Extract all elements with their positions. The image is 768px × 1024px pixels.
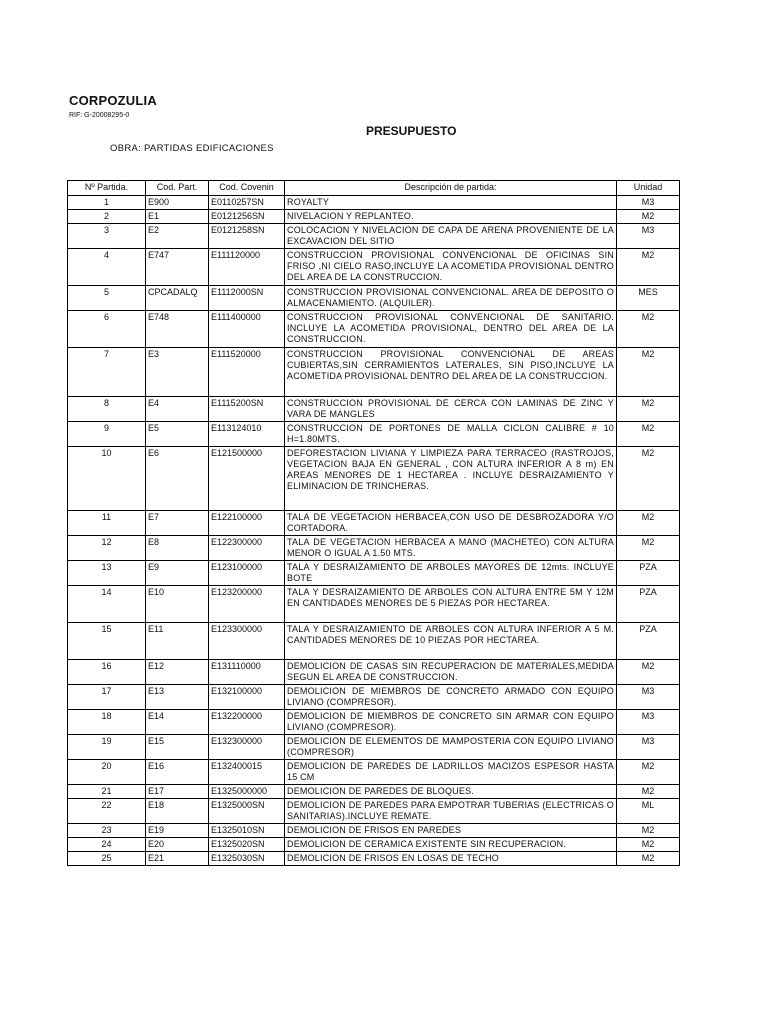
- descripcion-cell: COLOCACION Y NIVELACION DE CAPA DE ARENA PROVENIENTE DE LA EXCAVACION DEL SITIO: [285, 224, 617, 249]
- table-row: [68, 561, 680, 586]
- unidad-cell: M2: [617, 536, 680, 561]
- cod-part-cell: E21: [146, 852, 209, 866]
- descripcion-cell: ROYALTY: [285, 196, 617, 210]
- table-row: [68, 685, 680, 710]
- partida-number-cell: 23: [68, 824, 146, 838]
- unidad-cell: M2: [617, 785, 680, 799]
- cod-covenin-cell: E122100000: [209, 511, 285, 536]
- unidad-cell: M2: [617, 660, 680, 685]
- table-row: [68, 586, 680, 623]
- col-header-partida: Nº Partida.: [68, 181, 146, 196]
- unidad-cell: M2: [617, 760, 680, 785]
- col-header-unidad: Unidad: [617, 181, 680, 196]
- table-row: [68, 210, 680, 224]
- table-row: [68, 286, 680, 311]
- cod-part-cell: E8: [146, 536, 209, 561]
- partida-number-cell: 8: [68, 397, 146, 422]
- descripcion-cell: DEMOLICION DE MIEMBROS DE CONCRETO ARMADO CON EQUIPO LIVIANO (COMPRESOR).: [285, 685, 617, 710]
- cod-part-cell: E6: [146, 447, 209, 511]
- unidad-cell: M3: [617, 685, 680, 710]
- descripcion-cell: CONSTRUCCION PROVISIONAL DE CERCA CON LAMINAS DE ZINC Y VARA DE MANGLES: [285, 397, 617, 422]
- unidad-cell: M2: [617, 210, 680, 224]
- obra-label: OBRA: PARTIDAS EDIFICACIONES: [110, 143, 274, 154]
- descripcion-cell: DEMOLICION DE MIEMBROS DE CONCRETO SIN ARMAR CON EQUIPO LIVIANO (COMPRESOR).: [285, 710, 617, 735]
- cod-part-cell: E14: [146, 710, 209, 735]
- descripcion-cell: DEMOLICION DE ELEMENTOS DE MAMPOSTERIA CON EQUIPO LIVIANO (COMPRESOR): [285, 735, 617, 760]
- unidad-cell: M2: [617, 397, 680, 422]
- cod-covenin-cell: E111120000: [209, 249, 285, 286]
- descripcion-cell: DEMOLICION DE FRISOS EN PAREDES: [285, 824, 617, 838]
- partida-number-cell: 22: [68, 799, 146, 824]
- descripcion-cell: DEMOLICION DE FRISOS EN LOSAS DE TECHO: [285, 852, 617, 866]
- table-row: [68, 196, 680, 210]
- table-row: [68, 249, 680, 286]
- cod-part-cell: E10: [146, 586, 209, 623]
- table-row: [68, 224, 680, 249]
- cod-covenin-cell: E111520000: [209, 348, 285, 397]
- partida-number-cell: 18: [68, 710, 146, 735]
- cod-covenin-cell: E123200000: [209, 586, 285, 623]
- cod-part-cell: E17: [146, 785, 209, 799]
- partida-number-cell: 2: [68, 210, 146, 224]
- cod-part-cell: E18: [146, 799, 209, 824]
- cod-covenin-cell: E0110257SN: [209, 196, 285, 210]
- partida-number-cell: 13: [68, 561, 146, 586]
- partida-number-cell: 21: [68, 785, 146, 799]
- partida-number-cell: 20: [68, 760, 146, 785]
- partida-number-cell: 9: [68, 422, 146, 447]
- unidad-cell: M3: [617, 196, 680, 210]
- partida-number-cell: 16: [68, 660, 146, 685]
- unidad-cell: M2: [617, 511, 680, 536]
- cod-part-cell: E19: [146, 824, 209, 838]
- unidad-cell: M2: [617, 447, 680, 511]
- partida-number-cell: 1: [68, 196, 146, 210]
- table-row: [68, 785, 680, 799]
- unidad-cell: PZA: [617, 561, 680, 586]
- unidad-cell: M2: [617, 311, 680, 348]
- cod-covenin-cell: E132100000: [209, 685, 285, 710]
- partida-number-cell: 11: [68, 511, 146, 536]
- cod-part-cell: E2: [146, 224, 209, 249]
- cod-part-cell: CPCADALQ: [146, 286, 209, 311]
- cod-covenin-cell: E1325000SN: [209, 799, 285, 824]
- partida-number-cell: 25: [68, 852, 146, 866]
- unidad-cell: MES: [617, 286, 680, 311]
- col-header-cod-part: Cod. Part.: [146, 181, 209, 196]
- unidad-cell: PZA: [617, 623, 680, 660]
- table-row: [68, 824, 680, 838]
- partida-number-cell: 7: [68, 348, 146, 397]
- partida-number-cell: 5: [68, 286, 146, 311]
- descripcion-cell: CONSTRUCCION DE PORTONES DE MALLA CICLON CALIBRE # 10 H=1.80MTS.: [285, 422, 617, 447]
- unidad-cell: M2: [617, 838, 680, 852]
- descripcion-cell: DEMOLICION DE PAREDES DE LADRILLOS MACIZOS ESPESOR HASTA 15 CM: [285, 760, 617, 785]
- cod-covenin-cell: E121500000: [209, 447, 285, 511]
- cod-part-cell: E9: [146, 561, 209, 586]
- unidad-cell: M2: [617, 348, 680, 397]
- descripcion-cell: DEMOLICION DE CASAS SIN RECUPERACION DE MATERIALES,MEDIDA SEGUN EL AREA DE CONSTRUCCION.: [285, 660, 617, 685]
- unidad-cell: M2: [617, 852, 680, 866]
- descripcion-cell: TALA Y DESRAIZAMIENTO DE ARBOLES CON ALTURA ENTRE 5M Y 12M EN CANTIDADES MENORES DE 5 PIEZAS POR HECTAREA.: [285, 586, 617, 623]
- cod-part-cell: E4: [146, 397, 209, 422]
- cod-covenin-cell: E132400015: [209, 760, 285, 785]
- descripcion-cell: DEFORESTACION LIVIANA Y LIMPIEZA PARA TERRACEO (RASTROJOS, VEGETACION BAJA EN GENERAL , CON ALTURA INFERIOR A 8 m) EN AREAS MENORES DE 1 HECTAREA . INCLUYE DESRAIZAMIENTO Y ELIMINACION DE TRINCHERAS.: [285, 447, 617, 511]
- descripcion-cell: TALA DE VEGETACION HERBACEA,CON USO DE DESBROZADORA Y/O CORTADORA.: [285, 511, 617, 536]
- col-header-cod-covenin: Cod. Covenin: [209, 181, 285, 196]
- unidad-cell: M2: [617, 824, 680, 838]
- cod-part-cell: E15: [146, 735, 209, 760]
- document-title: PRESUPUESTO: [366, 124, 457, 138]
- table-row: [68, 838, 680, 852]
- descripcion-cell: CONSTRUCCION PROVISIONAL CONVENCIONAL DE AREAS CUBIERTAS,SIN CERRAMIENTOS LATERALES, SIN PISO,INCLUYE LA ACOMETIDA PROVISIONAL DENTRO DEL AREA DE LA CONSTRUCCION.: [285, 348, 617, 397]
- table-row: [68, 760, 680, 785]
- descripcion-cell: CONSTRUCCION PROVISIONAL CONVENCIONAL. AREA DE DEPOSITO O ALMACENAMIENTO. (ALQUILER).: [285, 286, 617, 311]
- partida-number-cell: 4: [68, 249, 146, 286]
- table-row: [68, 735, 680, 760]
- cod-covenin-cell: E131110000: [209, 660, 285, 685]
- cod-covenin-cell: E1325030SN: [209, 852, 285, 866]
- unidad-cell: M2: [617, 249, 680, 286]
- cod-part-cell: E900: [146, 196, 209, 210]
- unidad-cell: M3: [617, 224, 680, 249]
- company-name: CORPOZULIA: [69, 93, 157, 108]
- descripcion-cell: DEMOLICION DE PAREDES PARA EMPOTRAR TUBERIAS (ELECTRICAS O SANITARIAS).INCLUYE REMATE.: [285, 799, 617, 824]
- cod-part-cell: E747: [146, 249, 209, 286]
- cod-part-cell: E12: [146, 660, 209, 685]
- cod-part-cell: E16: [146, 760, 209, 785]
- partida-number-cell: 12: [68, 536, 146, 561]
- partida-number-cell: 24: [68, 838, 146, 852]
- partida-number-cell: 14: [68, 586, 146, 623]
- cod-covenin-cell: E123300000: [209, 623, 285, 660]
- partida-number-cell: 15: [68, 623, 146, 660]
- unidad-cell: M3: [617, 710, 680, 735]
- table-row: [68, 397, 680, 422]
- partida-number-cell: 17: [68, 685, 146, 710]
- cod-covenin-cell: E1325020SN: [209, 838, 285, 852]
- table-row: [68, 710, 680, 735]
- descripcion-cell: TALA Y DESRAIZAMIENTO DE ARBOLES MAYORES DE 12mts. INCLUYE BOTE: [285, 561, 617, 586]
- unidad-cell: PZA: [617, 586, 680, 623]
- cod-covenin-cell: E122300000: [209, 536, 285, 561]
- cod-covenin-cell: E111400000: [209, 311, 285, 348]
- partida-number-cell: 10: [68, 447, 146, 511]
- descripcion-cell: CONSTRUCCION PROVISIONAL CONVENCIONAL DE SANITARIO. INCLUYE LA ACOMETIDA PROVISIONAL, DENTRO DEL AREA DE LA CONSTRUCCION.: [285, 311, 617, 348]
- table-row: [68, 511, 680, 536]
- descripcion-cell: TALA DE VEGETACION HERBACEA A MANO (MACHETEO) CON ALTURA MENOR O IGUAL A 1.50 MTS.: [285, 536, 617, 561]
- cod-part-cell: E13: [146, 685, 209, 710]
- cod-part-cell: E5: [146, 422, 209, 447]
- cod-part-cell: E3: [146, 348, 209, 397]
- partida-number-cell: 3: [68, 224, 146, 249]
- descripcion-cell: DEMOLICION DE CERAMICA EXISTENTE SIN RECUPERACION.: [285, 838, 617, 852]
- table-row: [68, 348, 680, 397]
- table-row: [68, 422, 680, 447]
- cod-covenin-cell: E132200000: [209, 710, 285, 735]
- descripcion-cell: CONSTRUCCION PROVISIONAL CONVENCIONAL DE OFICINAS SIN FRISO ,NI CIELO RASO,INCLUYE LA ACOMETIDA PROVISIONAL DENTRO DEL AREA DE LA CONSTRUCCION.: [285, 249, 617, 286]
- cod-covenin-cell: E132300000: [209, 735, 285, 760]
- cod-covenin-cell: E123100000: [209, 561, 285, 586]
- cod-covenin-cell: E1115200SN: [209, 397, 285, 422]
- table-row: [68, 852, 680, 866]
- cod-part-cell: E11: [146, 623, 209, 660]
- cod-part-cell: E7: [146, 511, 209, 536]
- budget-table: [67, 180, 680, 866]
- cod-covenin-cell: E113124010: [209, 422, 285, 447]
- table-header-row: [68, 181, 680, 196]
- cod-covenin-cell: E1325000000: [209, 785, 285, 799]
- rif-number: RIF: G-20008295-0: [69, 112, 130, 119]
- table-row: [68, 311, 680, 348]
- cod-part-cell: E1: [146, 210, 209, 224]
- partida-number-cell: 6: [68, 311, 146, 348]
- partida-number-cell: 19: [68, 735, 146, 760]
- cod-covenin-cell: E0121256SN: [209, 210, 285, 224]
- unidad-cell: M2: [617, 422, 680, 447]
- descripcion-cell: DEMOLICION DE PAREDES DE BLOQUES.: [285, 785, 617, 799]
- table-row: [68, 799, 680, 824]
- descripcion-cell: NIVELACION Y REPLANTEO.: [285, 210, 617, 224]
- cod-part-cell: E748: [146, 311, 209, 348]
- col-header-descripcion: Descripción de partida:: [285, 181, 617, 196]
- cod-part-cell: E20: [146, 838, 209, 852]
- table-row: [68, 447, 680, 511]
- table-row: [68, 623, 680, 660]
- descripcion-cell: TALA Y DESRAIZAMIENTO DE ARBOLES CON ALTURA INFERIOR A 5 M. CANTIDADES MENORES DE 10 PIEZAS POR HECTAREA.: [285, 623, 617, 660]
- cod-covenin-cell: E1325010SN: [209, 824, 285, 838]
- table-body: [68, 196, 680, 866]
- unidad-cell: M3: [617, 735, 680, 760]
- cod-covenin-cell: E1112000SN: [209, 286, 285, 311]
- table-row: [68, 536, 680, 561]
- table-row: [68, 660, 680, 685]
- cod-covenin-cell: E0121258SN: [209, 224, 285, 249]
- unidad-cell: ML: [617, 799, 680, 824]
